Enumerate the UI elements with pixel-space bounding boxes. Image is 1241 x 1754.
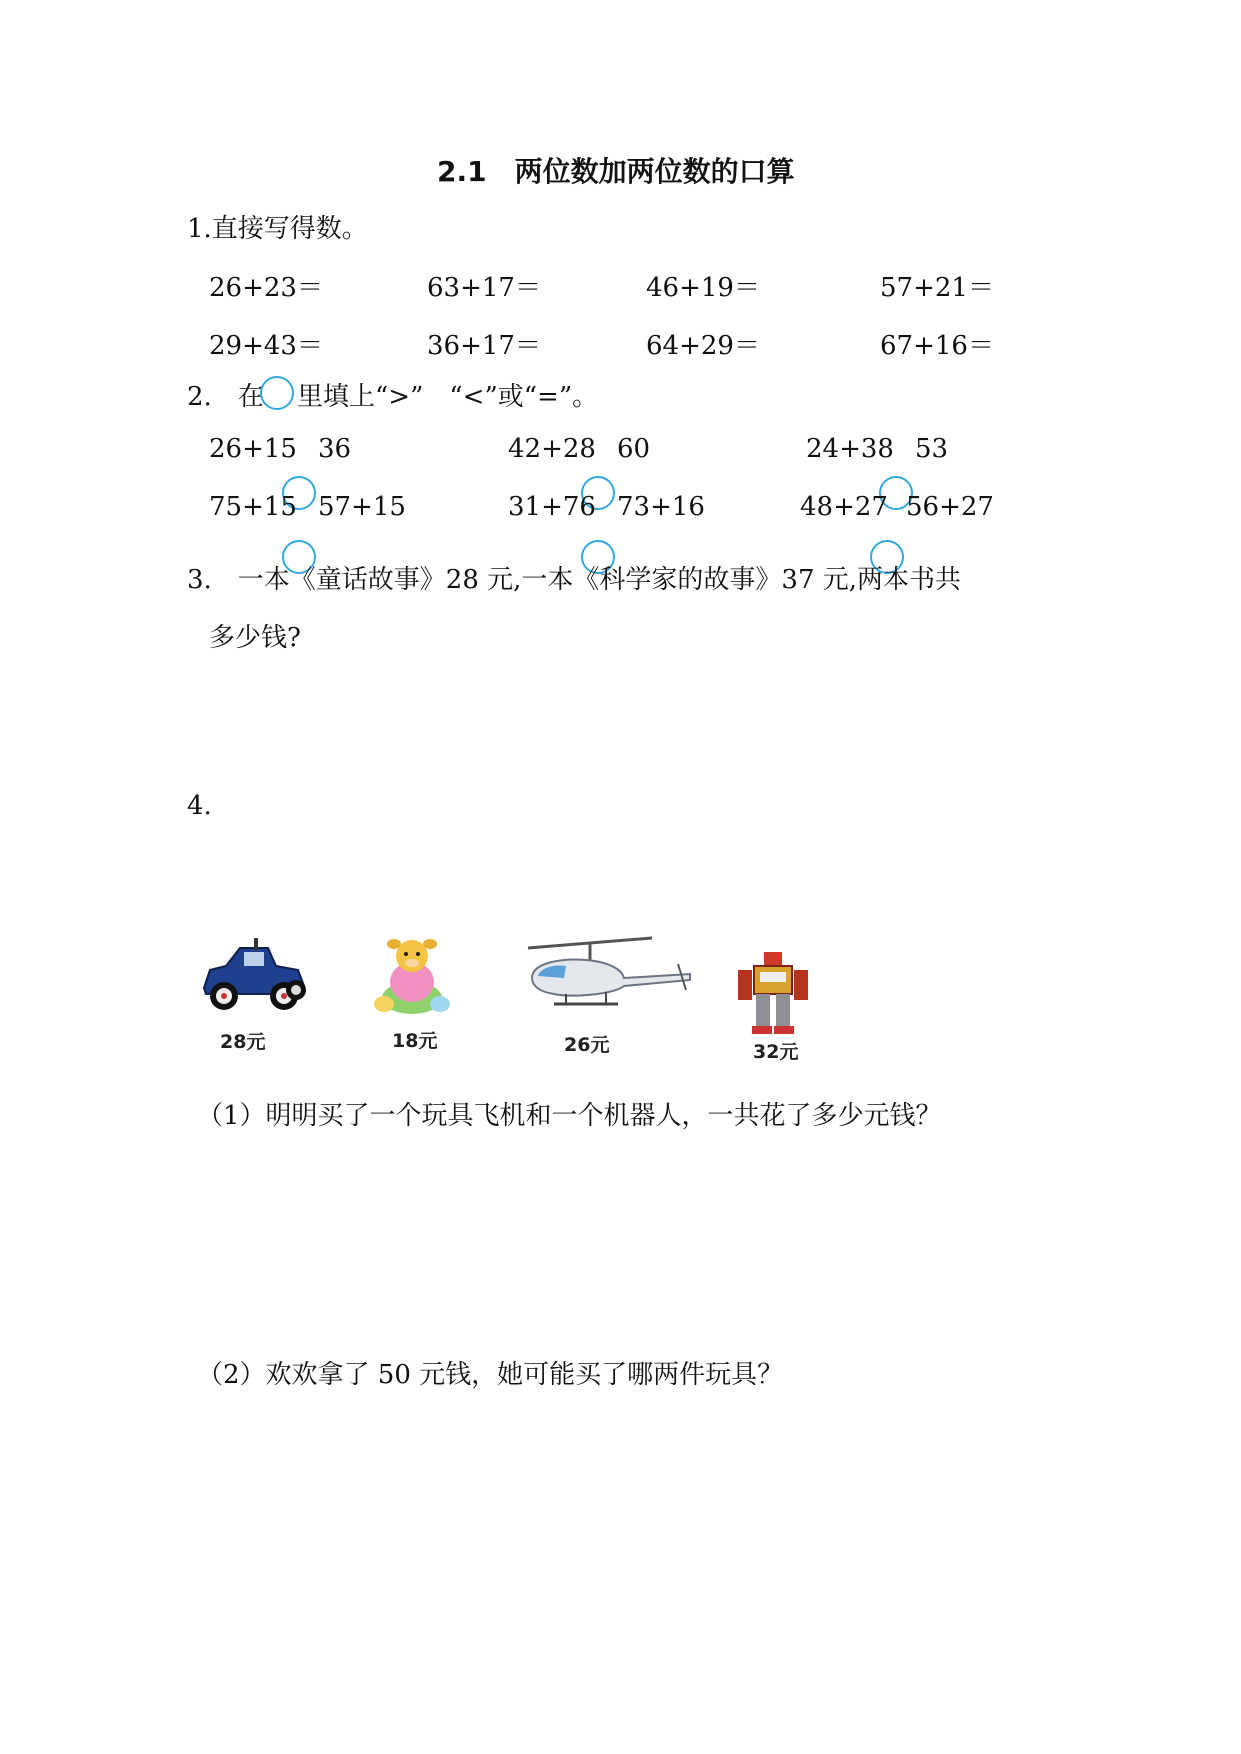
q2-right-expr: 57+15	[318, 492, 406, 522]
q2-left-expr: 42+28	[508, 434, 596, 464]
price-label: 26元	[564, 1034, 610, 1056]
q2-left-expr: 26+15	[209, 434, 297, 464]
price-label: 18元	[392, 1030, 438, 1052]
helicopter-icon	[514, 934, 692, 1016]
q1-label: 1.直接写得数。	[187, 214, 368, 244]
q1-expr: 67+16＝	[880, 331, 994, 361]
toy-car-icon	[196, 930, 308, 1020]
q2-right-expr: 73+16	[617, 492, 705, 522]
q2-right-expr: 60	[617, 434, 651, 464]
q2-left-expr: 75+15	[209, 492, 297, 522]
q2-left-expr: 48+27	[800, 492, 888, 522]
q1-expr: 26+23＝	[209, 273, 323, 303]
q1-expr: 36+17＝	[427, 331, 541, 361]
q3-line2: 多少钱?	[209, 623, 301, 653]
q4-label: 4.	[187, 791, 212, 821]
q1-expr: 64+29＝	[646, 331, 760, 361]
teddy-toy-icon	[370, 938, 454, 1016]
q2-right-expr: 56+27	[906, 492, 994, 522]
q4-sub1: （1）明明买了一个玩具飞机和一个机器人，一共花了多少元钱？	[197, 1101, 942, 1131]
price-label: 32元	[753, 1041, 799, 1063]
q4-sub2: （2）欢欢拿了 50 元钱，她可能买了哪两件玩具？	[197, 1360, 784, 1390]
page-title: 2.1 两位数加两位数的口算	[437, 155, 795, 188]
q1-expr: 29+43＝	[209, 331, 323, 361]
q2-prefix: 2. 在	[187, 382, 264, 412]
q1-expr: 57+21＝	[880, 273, 994, 303]
compare-circle-icon	[260, 376, 294, 410]
robot-icon	[734, 950, 814, 1036]
price-label: 28元	[220, 1031, 266, 1053]
q2-left-expr: 24+38	[806, 434, 894, 464]
q2-suffix: 里填上“>” “<”或“=”。	[297, 382, 599, 412]
q3-line1: 3. 一本《童话故事》28 元,一本《科学家的故事》37 元,两本书共	[187, 565, 962, 595]
q1-expr: 63+17＝	[427, 273, 541, 303]
q2-right-expr: 53	[915, 434, 949, 464]
q1-expr: 46+19＝	[646, 273, 760, 303]
q2-left-expr: 31+76	[508, 492, 596, 522]
q2-right-expr: 36	[318, 434, 352, 464]
